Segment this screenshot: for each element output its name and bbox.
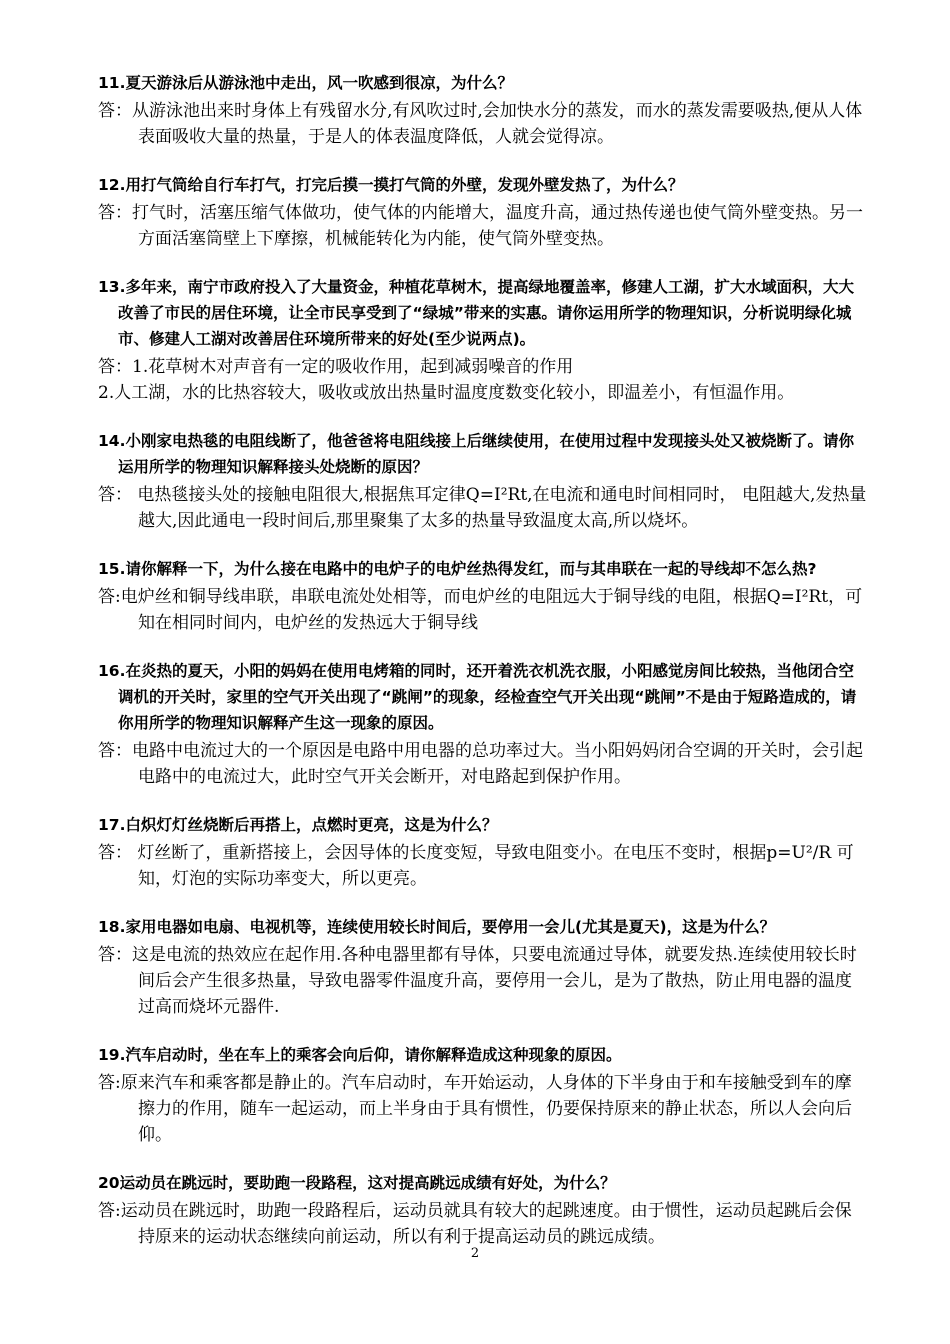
question-text: 19.汽车启动时，坐在车上的乘客会向后仰，请你解释造成这种现象的原因。 xyxy=(98,1046,622,1064)
answer-text: 答：打气时，活塞压缩气体做功，使气体的内能增大，温度升高，通过热传递也使气筒外壁变热。另一方面活塞筒壁上下摩擦，机械能转化为内能，使气筒外壁变热。 xyxy=(98,203,863,249)
qa-item-17 xyxy=(98,812,868,892)
answer-text: 答：从游泳池出来时身体上有残留水分,有风吹过时,会加快水分的蒸发，而水的蒸发需要吸热,便从人体表面吸收大量的热量，于是人的体表温度降低，人就会觉得凉。 xyxy=(98,101,863,147)
answer-text: 答： 电热毯接头处的接触电阻很大,根据焦耳定律Q=I²Rt,在电流和通电时间相同时， 电阻越大,发热量越大,因此通电一段时间后,那里聚集了太多的热量导致温度太高,所以烧坏。 xyxy=(98,485,867,531)
qa-item-18 xyxy=(98,914,868,1020)
qa-item-19 xyxy=(98,1042,868,1148)
qa-item-15 xyxy=(98,556,868,636)
qa-item-13 xyxy=(98,274,868,406)
qa-item-11 xyxy=(98,70,868,150)
answer-text: 答： 灯丝断了，重新搭接上，会因导体的长度变短，导致电阻变小。在电压不变时，根据p=U²/R 可知，灯泡的实际功率变大，所以更亮。 xyxy=(98,843,854,889)
qa-item-16 xyxy=(98,658,868,790)
question-text: 20运动员在跳远时，要助跑一段路程，这对提高跳远成绩有好处，为什么？ xyxy=(98,1174,616,1192)
answer-text: 答:电炉丝和铜导线串联，串联电流处处相等，而电炉丝的电阻远大于铜导线的电阻，根据Q=I²Rt，可知在相同时间内，电炉丝的发热远大于铜导线 xyxy=(98,587,863,633)
question-text: 15.请你解释一下，为什么接在电路中的电炉子的电炉丝热得发红，而与其串联在一起的导线却不怎么热? xyxy=(98,560,817,578)
question-text: 14.小刚家电热毯的电阻线断了，他爸爸将电阻线接上后继续使用，在使用过程中发现接头处又被烧断了。请你运用所学的物理知识解释接头处烧断的原因？ xyxy=(98,432,854,476)
answer-text: 答:运动员在跳远时，助跑一段路程后，运动员就具有较大的起跳速度。由于惯性，运动员起跳后会保持原来的运动状态继续向前运动，所以有利于提高运动员的跳远成绩。 xyxy=(98,1201,852,1247)
answer-text: 答：这是电流的热效应在起作用.各种电器里都有导体，只要电流通过导体，就要发热.连续使用较长时间后会产生很多热量，导致电器零件温度升高，要停用一会儿，是为了散热，防止用电器的温度过高而烧坏元器件. xyxy=(98,945,857,1017)
answer-text-line-2: 2.人工湖，水的比热容较大，吸收或放出热量时温度度数变化较小，即温差小，有恒温作用。 xyxy=(98,383,795,403)
qa-item-20 xyxy=(98,1170,868,1250)
answer-text: 答：电路中电流过大的一个原因是电路中用电器的总功率过大。当小阳妈妈闭合空调的开关时，会引起电路中的电流过大，此时空气开关会断开，对电路起到保护作用。 xyxy=(98,741,863,787)
qa-item-12 xyxy=(98,172,868,252)
page-number: 2 xyxy=(470,1246,480,1261)
question-text: 18.家用电器如电扇、电视机等，连续使用较长时间后，要停用一会儿(尤其是夏天)，这是为什么？ xyxy=(98,918,776,936)
question-text: 13.多年来，南宁市政府投入了大量资金，种植花草树木，提高绿地覆盖率，修建人工湖，扩大水域面积，大大改善了市民的居住环境，让全市民享受到了“绿城”带来的实惠。请你运用所学的物理知识，分析说明绿化城市、修建人工湖对改善居住环境所带来的好处(至少说两点)。 xyxy=(98,278,854,348)
question-text: 17.白炽灯灯丝烧断后再搭上，点燃时更亮，这是为什么？ xyxy=(98,816,498,834)
qa-item-14 xyxy=(98,428,868,534)
question-text: 11.夏天游泳后从游泳池中走出，风一吹感到很凉，为什么？ xyxy=(98,74,513,92)
document-page xyxy=(98,70,868,1250)
answer-text: 答:原来汽车和乘客都是静止的。汽车启动时，车开始运动，人身体的下半身由于和车接触受到车的摩擦力的作用，随车一起运动，而上半身由于具有惯性，仍要保持原来的静止状态，所以人会向后仰。 xyxy=(98,1073,852,1145)
answer-text: 答：1.花草树木对声音有一定的吸收作用，起到减弱噪音的作用 xyxy=(98,357,574,377)
question-text: 12.用打气筒给自行车打气，打完后摸一摸打气筒的外壁，发现外壁发热了，为什么？ xyxy=(98,176,684,194)
question-text: 16.在炎热的夏天，小阳的妈妈在使用电烤箱的同时，还开着洗衣机洗衣服，小阳感觉房间比较热，当他闭合空调机的开关时，家里的空气开关出现了“跳闸”的现象，经检查空气开关出现“跳闸”不是由于短路造成的，请你用所学的物理知识解释产生这一现象的原因。 xyxy=(98,662,857,732)
